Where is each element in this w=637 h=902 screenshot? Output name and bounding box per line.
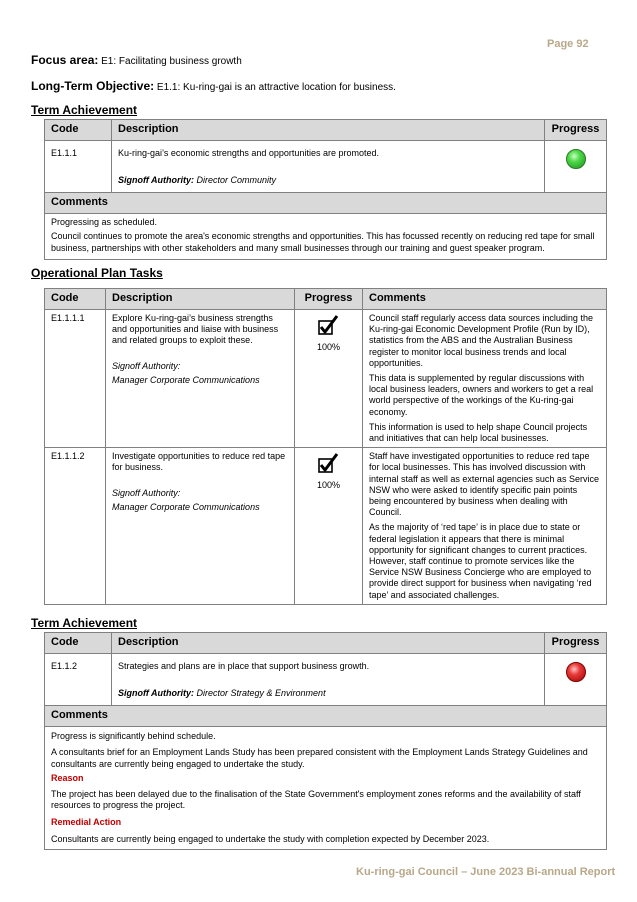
table-header-row (45, 633, 607, 654)
status-red-icon (566, 662, 586, 682)
comments-cell (363, 448, 607, 605)
operational-plan-heading: Operational Plan Tasks (31, 266, 163, 280)
comment-text: A consultants brief for an Employment Lands Study has been prepared consistent with the Employment Lands Strategy Guidelines and consultants are currently being engaged to undertake the study. (51, 747, 588, 769)
comments-header: Comments (363, 289, 607, 310)
comment-paragraph: Staff have investigated opportunities to reduce red tape for local businesses. This has involved discussion with internal staff as well as external agencies such as Service NSW who were asked to identify specific pain points being encountered by business when dealing with Council. (369, 451, 599, 518)
code-cell: E1.1.2 (45, 654, 112, 706)
code-header: Code (45, 289, 106, 310)
progress-header: Progress (295, 289, 363, 310)
comment-text: Council continues to promote the area's economic strengths and opportunities. This has focussed recently on reducing red tape for small business, partnerships with other stakeholders and many small businesses through our training and guest speaker program. (51, 231, 595, 253)
description-cell (106, 448, 295, 605)
code-cell: E1.1.1 (45, 141, 112, 193)
table-row (45, 310, 607, 448)
description-header: Description (106, 289, 295, 310)
reason-label: Reason (51, 772, 84, 783)
objective-value: E1.1: Ku-ring-gai is an attractive location for business. (156, 82, 396, 93)
page-number: Page 92 (547, 38, 589, 50)
checkbox-checked-icon (317, 452, 341, 476)
progress-cell (545, 141, 607, 193)
code-header: Code (45, 120, 112, 141)
comments-header: Comments (45, 193, 607, 214)
description-cell (112, 654, 545, 706)
signoff-value: Manager Corporate Communications (112, 501, 260, 512)
code-cell: E1.1.1.1 (45, 310, 106, 448)
description-cell (106, 310, 295, 448)
objective-label: Long-Term Objective: (31, 79, 155, 93)
progress-cell (295, 310, 363, 448)
table-header-row (45, 120, 607, 141)
term-achievement-heading-1: Term Achievement (31, 103, 138, 117)
reason-text: The project has been delayed due to the finalisation of the State Government's employment zones reforms and the availability of staff resources to progress the project. (51, 789, 581, 811)
code-header: Code (45, 633, 112, 654)
focus-area-value: E1: Facilitating business growth (101, 56, 242, 67)
comments-cell (363, 310, 607, 448)
comments-cell (45, 727, 607, 850)
table-row (45, 448, 607, 605)
remedial-action-text: Consultants are currently being engaged to undertake the study with completion expected by December 2023. (51, 834, 490, 845)
comment-paragraph: Council staff regularly access data sources including the Ku-ring-gai Economic Development Profile (Run by ID), statistics from the ABS and the Australian Business register to monitor local business trends and local opportunities. (369, 313, 593, 368)
page-footer: Ku-ring-gai Council – June 2023 Bi-annual Report (356, 866, 616, 878)
comment-paragraph: This information is used to help shape Council projects and initiatives that can help local businesses. (369, 421, 588, 444)
checkbox-checked-icon (317, 314, 341, 338)
comment-status: Progressing as scheduled. (51, 217, 158, 227)
description-text: Strategies and plans are in place that support business growth. (118, 661, 370, 671)
term-achievement-table-2 (44, 632, 607, 850)
description-cell (112, 141, 545, 193)
operational-plan-table (44, 288, 607, 605)
signoff (118, 175, 538, 185)
progress-header: Progress (545, 633, 607, 654)
table-row (45, 141, 607, 193)
focus-area-label: Focus area: (31, 53, 99, 67)
focus-area (31, 53, 242, 67)
remedial-action-label: Remedial Action (51, 816, 122, 827)
term-achievement-table-1 (44, 119, 607, 260)
table-header-row (45, 289, 607, 310)
comments-cell (45, 214, 607, 260)
description-header: Description (112, 120, 545, 141)
signoff-value: Manager Corporate Communications (112, 374, 260, 385)
signoff-label: Signoff Authority: (112, 360, 181, 371)
signoff-value: Director Community (196, 175, 277, 185)
progress-percent: 100% (316, 480, 341, 491)
comment-status: Progress is significantly behind schedule. (51, 731, 216, 741)
description-text: Ku-ring-gai’s economic strengths and opportunities are promoted. (118, 148, 379, 158)
signoff-label: Signoff Authority: (118, 175, 194, 185)
description-text: Investigate opportunities to reduce red tape for business. (112, 451, 286, 473)
progress-percent: 100% (316, 342, 341, 353)
progress-cell (295, 448, 363, 605)
signoff-value: Director Strategy & Environment (196, 688, 326, 698)
code-cell: E1.1.1.2 (45, 448, 106, 605)
comment-paragraph: As the majority of ‘red tape’ is in place due to state or federal legislation it appears that there is minimal opportunity for significant changes to current practices. However, staff continue to promote services like the Service NSW Business Concierge who are employed to provide direct support for business when navigating ‘red tape’ and associated challenges. (369, 522, 592, 600)
progress-cell (545, 654, 607, 706)
signoff (118, 688, 538, 698)
description-text: Explore Ku-ring-gai’s business strengths and opportunities and liaise with business and related groups to exploit these. (112, 313, 279, 346)
long-term-objective (31, 79, 396, 93)
comment-paragraph: This data is supplemented by regular discussions with local business leaders, owners and workers to get a real world perspective of the workings of the Ku-ring-gai economy. (369, 373, 594, 417)
term-achievement-heading-2: Term Achievement (31, 616, 138, 630)
description-header: Description (112, 633, 545, 654)
signoff-label: Signoff Authority: (112, 487, 181, 498)
status-green-icon (566, 149, 586, 169)
progress-header: Progress (545, 120, 607, 141)
table-row (45, 654, 607, 706)
signoff-label: Signoff Authority: (118, 688, 194, 698)
comments-header: Comments (45, 706, 607, 727)
